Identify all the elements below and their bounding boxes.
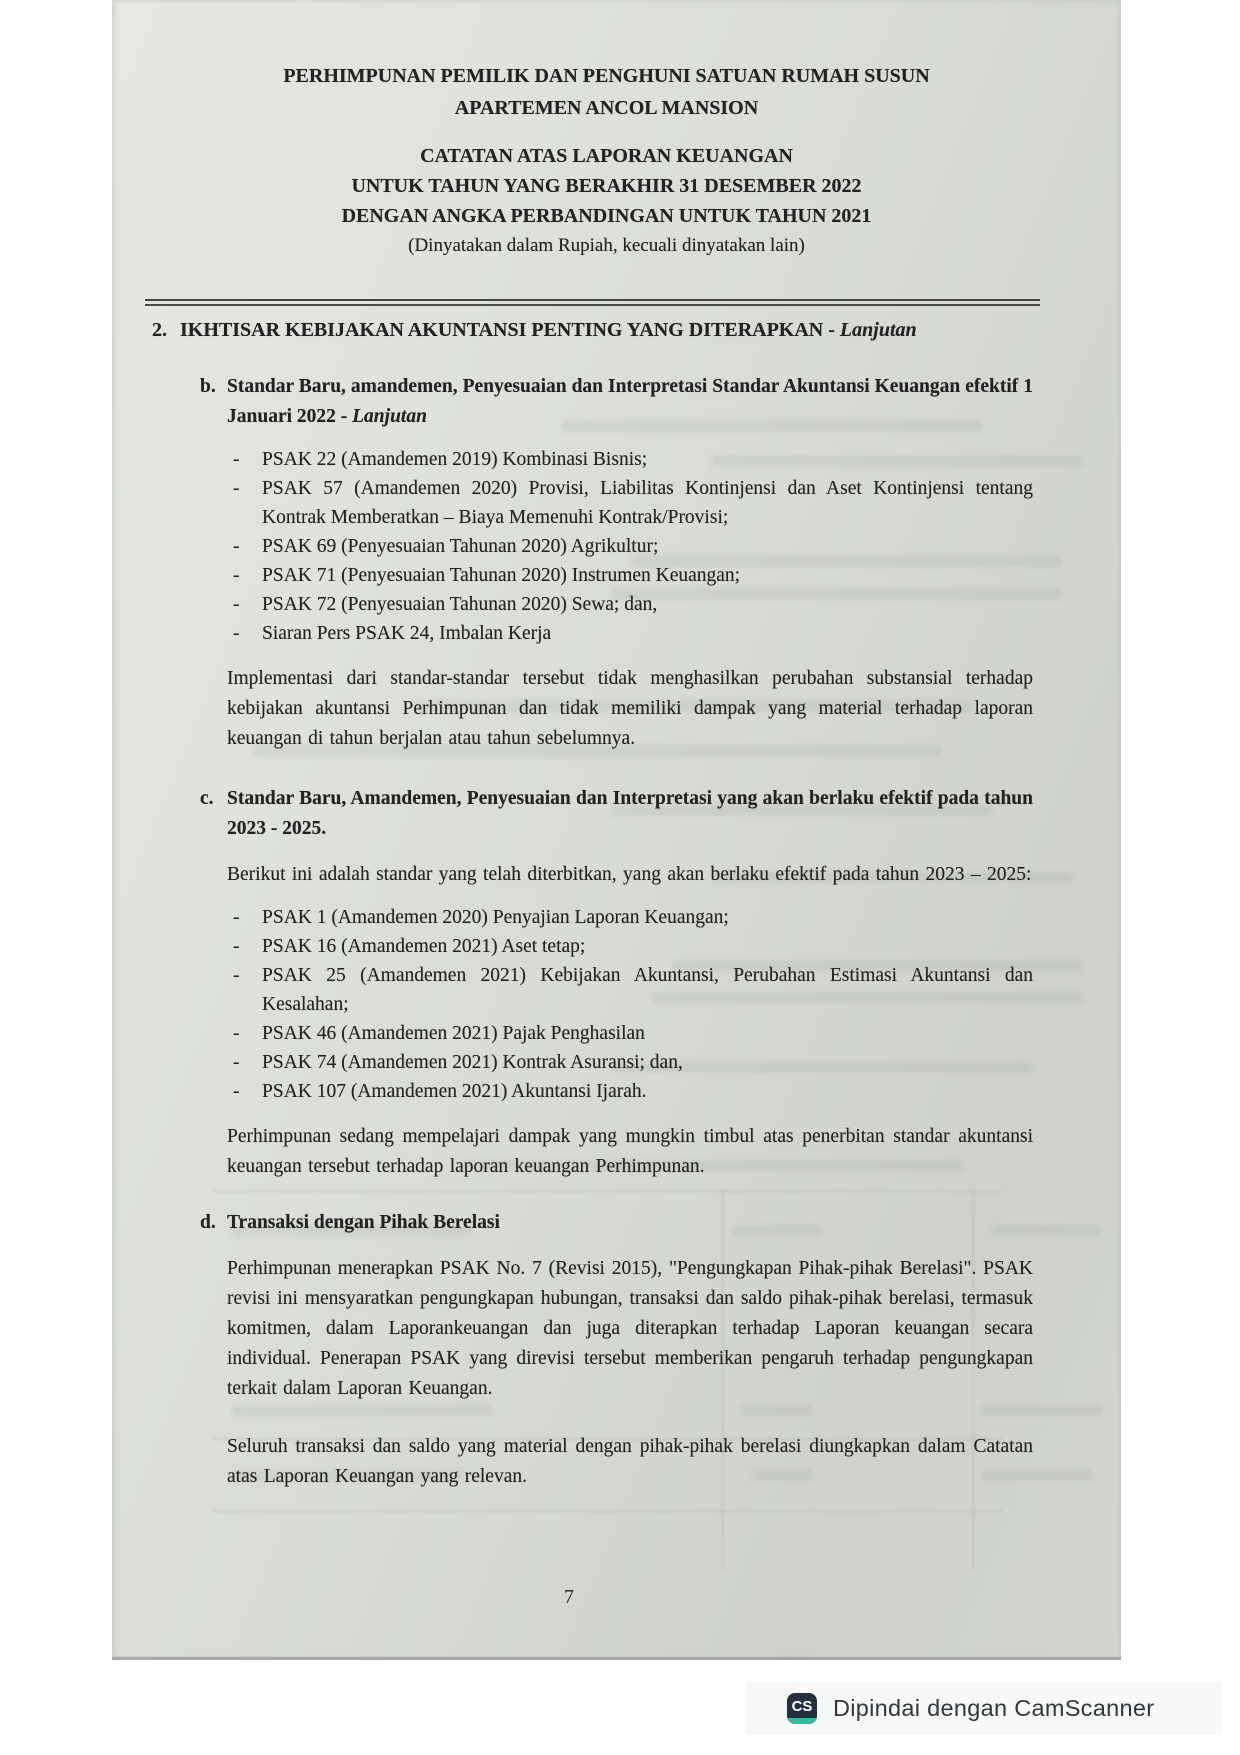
psak-list-item: [227, 903, 1033, 932]
psak-list-item: [227, 1048, 1033, 1077]
psak-list-item: [227, 532, 1033, 561]
psak-list-item: [227, 619, 1033, 648]
list-dash: -: [233, 623, 240, 644]
subsection-b-label: b.: [200, 376, 216, 397]
document-content: [112, 0, 1121, 1492]
section-title-text: IKHTISAR KEBIJAKAN AKUNTANSI PENTING YANG DITERAPKAN -: [180, 319, 835, 341]
subsection-d-label: d.: [200, 1212, 216, 1233]
psak-item-text: Siaran Pers PSAK 24, Imbalan Kerja: [262, 623, 552, 644]
paragraph-implementation: Implementasi dari standar-standar tersebut tidak menghasilkan perubahan substansial terhadap kebijakan akuntansi Perhimpunan dan tidak memiliki dampak yang material terhadap laporan keuangan di tahun berjalan atau tahun sebelumnya.: [227, 668, 1033, 749]
subsection-c-heading: Standar Baru, Amandemen, Penyesuaian dan Interpretasi yang akan berlaku efektif pada tahun 2023 - 2025.: [227, 788, 1033, 839]
document-header: [166, 60, 1047, 261]
list-dash: -: [233, 936, 240, 957]
camscanner-logo-text: CS: [791, 1697, 813, 1715]
paragraph-studying-impact: Perhimpunan sedang mempelajari dampak yang mungkin timbul atas penerbitan standar akuntansi keuangan tersebut terhadap laporan keuangan Perhimpunan.: [227, 1126, 1033, 1177]
subsection-c: [200, 784, 1033, 1182]
camscanner-footer-label: Dipindai dengan CamScanner: [833, 1695, 1155, 1721]
psak-item-text: PSAK 69 (Penyesuaian Tahunan 2020) Agrikultur;: [262, 536, 659, 557]
document-comparison: DENGAN ANGKA PERBANDINGAN UNTUK TAHUN 2021: [341, 205, 872, 227]
paragraph-intro-c: Berikut ini adalah standar yang telah diterbitkan, yang akan berlaku efektif pada tahun 2023 – 2025:: [227, 864, 1032, 885]
document-period: UNTUK TAHUN YANG BERAKHIR 31 DESEMBER 2022: [351, 175, 862, 197]
subsection-b-heading-text: Standar Baru, amandemen, Penyesuaian dan Interpretasi Standar Akuntansi Keuangan efektif 1 Januari 2022 -: [227, 376, 1033, 427]
list-dash: -: [233, 1081, 240, 1102]
camscanner-logo-icon: [787, 1693, 817, 1724]
camscanner-footer: [745, 1682, 1222, 1735]
scanned-page: [112, 0, 1121, 1660]
subsection-d-heading: Transaksi dengan Pihak Berelasi: [227, 1212, 500, 1233]
paragraph-related-party-1: Perhimpunan menerapkan PSAK No. 7 (Revisi 2015), "Pengungkapan Pihak-pihak Berelasi". PSAK revisi ini mensyaratkan pengungkapan hubungan, transaksi dan saldo pihak-pihak berelasi, termasuk komitmen, dalam Laporankeuangan dan juga diterapkan terhadap Laporan keuangan secara individual. Penerapan PSAK yang direvisi tersebut memberikan pengaruh terhadap pengungkapan terkait dalam Laporan Keuangan.: [227, 1258, 1033, 1399]
document-title: CATATAN ATAS LAPORAN KEUANGAN: [420, 145, 793, 167]
subsection-b-heading: [227, 372, 1033, 432]
subsection-c-label: c.: [200, 788, 214, 809]
list-dash: -: [233, 965, 240, 986]
psak-list-item: [227, 932, 1033, 961]
psak-list-item: [227, 474, 1033, 532]
page-number: 7: [564, 1586, 574, 1608]
org-name-line1: PERHIMPUNAN PEMILIK DAN PENGHUNI SATUAN RUMAH SUSUN: [283, 65, 930, 87]
currency-note: (Dinyatakan dalam Rupiah, kecuali dinyatakan lain): [408, 235, 805, 256]
psak-list-item: [227, 1077, 1033, 1106]
psak-list-item: [227, 561, 1033, 590]
section-title-continuation: Lanjutan: [839, 319, 917, 341]
section-heading: [152, 315, 1033, 345]
psak-item-text: PSAK 25 (Amandemen 2021) Kebijakan Akuntansi, Perubahan Estimasi Akuntansi dan Kesalahan;: [262, 965, 1033, 1015]
list-dash: -: [233, 536, 240, 557]
psak-item-text: PSAK 71 (Penyesuaian Tahunan 2020) Instrumen Keuangan;: [262, 565, 741, 586]
list-dash: -: [233, 907, 240, 928]
subsection-b: [200, 372, 1033, 754]
psak-list-item: [227, 590, 1033, 619]
list-dash: -: [233, 565, 240, 586]
subsection-d: [200, 1208, 1033, 1492]
org-name-line2: APARTEMEN ANCOL MANSION: [454, 97, 759, 119]
psak-item-text: PSAK 72 (Penyesuaian Tahunan 2020) Sewa; dan,: [262, 594, 658, 615]
psak-list-b: [227, 445, 1033, 648]
section-number: 2.: [152, 319, 167, 341]
section-title: [180, 315, 917, 345]
header-divider: [145, 299, 1040, 306]
list-dash: -: [233, 478, 240, 499]
list-dash: -: [233, 1052, 240, 1073]
psak-list-item: [227, 445, 1033, 474]
subsection-b-heading-continuation: Lanjutan: [352, 406, 427, 427]
psak-item-text: PSAK 74 (Amandemen 2021) Kontrak Asuransi; dan,: [262, 1052, 683, 1073]
psak-item-text: PSAK 1 (Amandemen 2020) Penyajian Laporan Keuangan;: [262, 907, 729, 928]
psak-item-text: PSAK 57 (Amandemen 2020) Provisi, Liabilitas Kontinjensi dan Aset Kontinjensi tentang Kontrak Memberatkan – Biaya Memenuhi Kontrak/Provisi;: [262, 478, 1033, 528]
bleed-through-artifact: [212, 1510, 1002, 1512]
psak-item-text: PSAK 22 (Amandemen 2019) Kombinasi Bisnis;: [262, 449, 648, 470]
psak-list-item: [227, 1019, 1033, 1048]
list-dash: -: [233, 449, 240, 470]
psak-item-text: PSAK 46 (Amandemen 2021) Pajak Penghasilan: [262, 1023, 645, 1044]
psak-item-text: PSAK 16 (Amandemen 2021) Aset tetap;: [262, 936, 586, 957]
paragraph-related-party-2: Seluruh transaksi dan saldo yang material dengan pihak-pihak berelasi diungkapkan dalam Catatan atas Laporan Keuangan yang relevan.: [227, 1436, 1033, 1487]
psak-list-item: [227, 961, 1033, 1019]
list-dash: -: [233, 1023, 240, 1044]
psak-item-text: PSAK 107 (Amandemen 2021) Akuntansi Ijarah.: [262, 1081, 647, 1102]
psak-list-c: [227, 903, 1033, 1106]
list-dash: -: [233, 594, 240, 615]
